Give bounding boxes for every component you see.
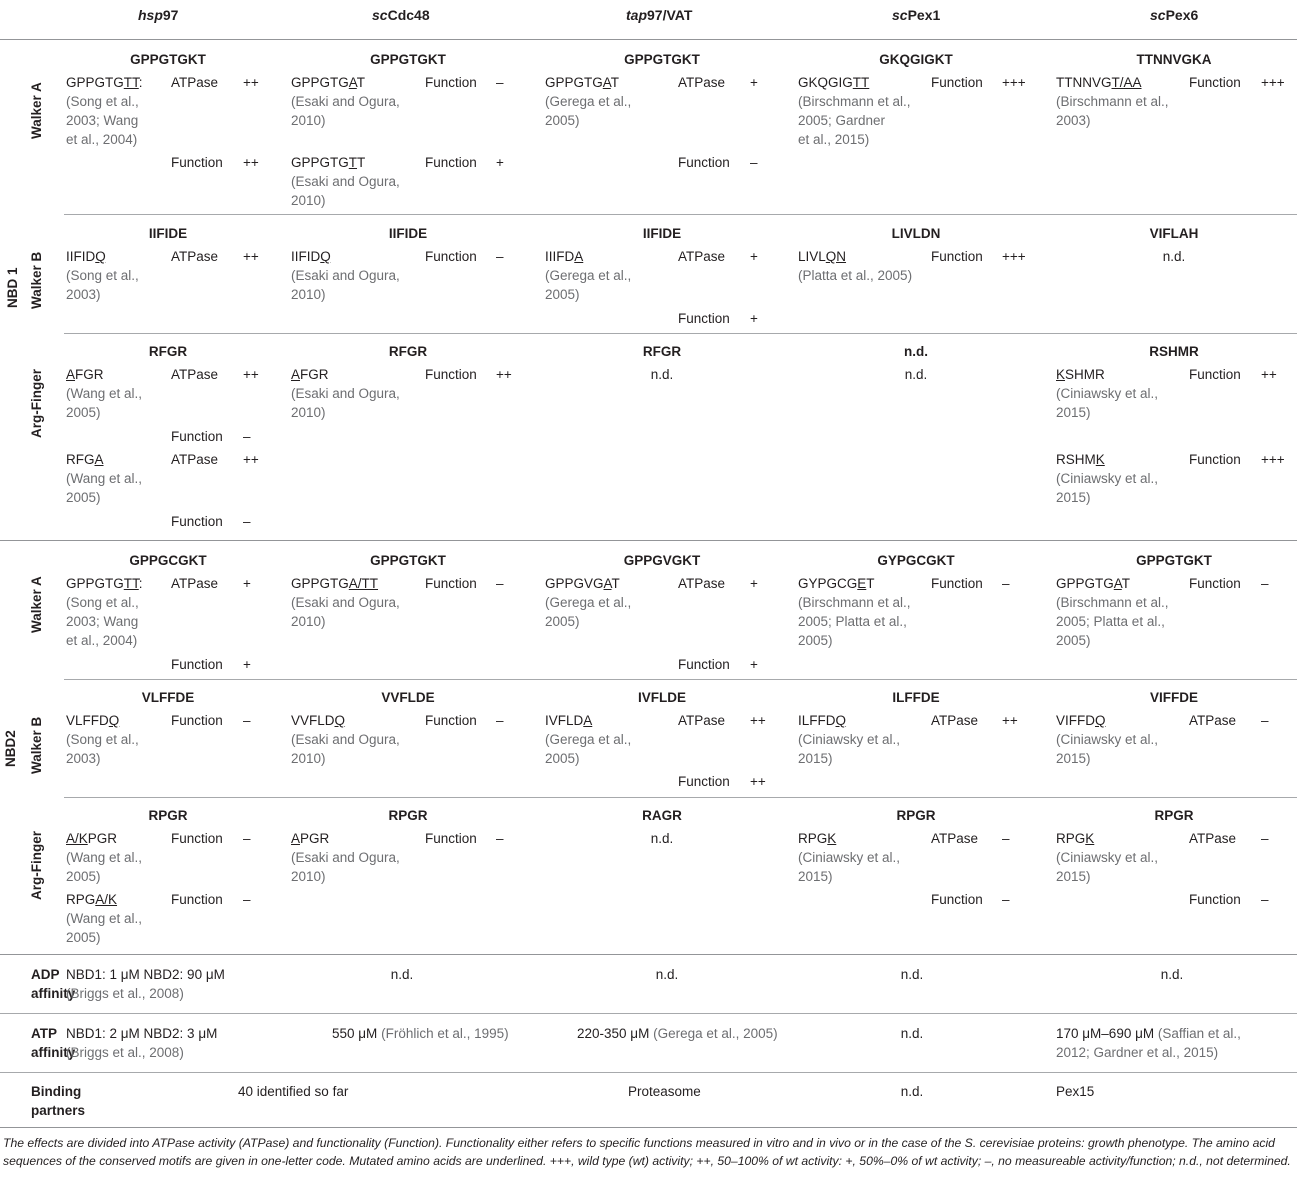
ref-line: (Song et al., [66,732,139,747]
label-n2-walker-b: Walker B [29,716,44,774]
effect-score: + [750,657,758,672]
effect-score: – [1002,576,1010,591]
effect-score: – [243,892,251,907]
mutant-n2wa-tap: GPPGVGAT [545,576,620,591]
effect-type: Function [171,713,223,728]
motif-n2wb-tap: IVFLDE [637,690,686,705]
motif-n1af-pex1: n.d. [904,344,928,359]
label-n1-arg-finger: Arg-Finger [29,369,44,438]
effect-score: +++ [1261,75,1285,90]
effect-score: ++ [750,774,766,789]
ref-line: 2005; Gardner [798,113,886,128]
ref-line: (Gerega et al., [545,595,632,610]
ref-line: (Wang et al., [66,471,143,486]
header-scpex6: scPex6 [1150,7,1199,23]
effect-type: ATPase [678,249,726,264]
effect-type: Function [1189,452,1241,467]
mutant-n2wa-hsp: GPPGTGTT: [66,576,143,591]
motif-n1wb-cdc: IIFIDE [388,226,428,241]
motif-n2af-tap: RAGR [642,808,682,823]
effect-type: Function [425,249,477,264]
motif-n2wb-pex1: ILFFDE [892,690,940,705]
motif-n2wb-hsp: VLFFDE [141,690,195,705]
ref-line: (Esaki and Ogura, [291,850,400,865]
ref-line: (Platta et al., 2005) [798,268,913,283]
motif-n2wb-cdc: VVFLDE [381,690,435,705]
atp-pex6-value: 170 μM–690 μM (Saffian et al., [1056,1026,1241,1041]
motif-n2wa-cdc: GPPGTGKT [370,553,446,568]
mutant-n1af-pex6: KSHMR [1056,367,1105,382]
header-hsp97: hsp97 [138,7,179,23]
mutant-n2wa-pex1: GYPGCGET [798,576,875,591]
motif-n1af-cdc: RFGR [388,344,428,359]
ref-line: (Song et al., [66,94,139,109]
ref-line: (Esaki and Ogura, [291,268,400,283]
effect-type: ATPase [171,249,219,264]
ref-line: 2005) [66,490,101,505]
mutant-n1af-cdc: AFGR [291,367,329,382]
label-n2-walker-a: Walker A [29,576,44,633]
effect-score: +++ [1002,75,1026,90]
effect-score: – [243,831,251,846]
effect-type: Function [1189,75,1241,90]
effect-type: ATPase [1189,831,1237,846]
ref-line: (Birschmann et al., [798,595,911,610]
ref-line: 2005) [545,113,580,128]
ref-line: et al., 2015) [798,132,870,147]
effect-type: Function [931,249,983,264]
rule-adp [0,1013,1297,1014]
nd-adp-pex6: n.d. [1160,967,1184,982]
ref-line: (Wang et al., [66,386,143,401]
mutant-n1wa-tap: GPPGTGAT [545,75,620,90]
ref-line: 2005; Platta et al., [798,614,907,629]
header-scpex1: scPex1 [892,7,941,23]
ref-line: (Wang et al., [66,911,143,926]
ref-line: (Esaki and Ogura, [291,386,400,401]
effect-score: ++ [1002,713,1018,728]
effect-type: ATPase [678,75,726,90]
rule-n2-wa [64,679,1297,680]
ref-line: (Briggs et al., 2008) [66,1045,184,1060]
ref-line: 2010) [291,287,326,302]
motif-n2wa-hsp: GPPGCGKT [129,553,207,568]
rule-binding [0,1127,1297,1128]
effect-score: – [496,713,504,728]
adp-hsp-value: NBD1: 1 μM NBD2: 90 μM [66,967,225,982]
effect-score: – [1002,892,1010,907]
rule-n2-wb [64,797,1297,798]
effect-type: Function [425,155,477,170]
mutant-n1wb-cdc: IIFIDQ [291,249,331,264]
effect-type: Function [171,514,223,529]
nd-n1af-pex1: n.d. [904,367,928,382]
mutant-n2af-hsp-2: RPGA/K [66,892,118,907]
effect-score: +++ [1261,452,1285,467]
motif-n2wb-pex6: VIFFDE [1149,690,1198,705]
effect-type: Function [1189,576,1241,591]
mutant-n1wa-cdc-2: GPPGTGTT [291,155,366,170]
binding-tap: Proteasome [628,1084,701,1099]
ref-line: 2005; Platta et al., [1056,614,1165,629]
label-adp-affinity: ADP affinity [31,967,76,1001]
ref-line: (Song et al., [66,268,139,283]
effect-type: ATPase [171,75,219,90]
ref-line: (Birschmann et al., [798,94,911,109]
ref-line: 2003; Wang [66,113,139,128]
mutant-n2af-cdc: APGR [291,831,330,846]
rule-nbd1 [0,540,1297,541]
header-tap97: tap97/VAT [626,7,693,23]
binding-hsp-cdc: 40 identified so far [238,1084,349,1099]
effect-score: + [496,155,504,170]
nd-adp-cdc: n.d. [390,967,414,982]
effect-type: Function [931,75,983,90]
motif-n1wa-cdc: GPPGTGKT [370,52,446,67]
rule-atp [0,1072,1297,1073]
ref-line: (Ciniawsky et al., [1056,850,1159,865]
effect-score: ++ [496,367,512,382]
motif-n1wa-tap: GPPGTGKT [624,52,700,67]
mutant-n2wb-hsp: VLFFDQ [66,713,120,728]
motif-n1af-tap: RFGR [642,344,682,359]
effect-score: ++ [243,155,259,170]
motif-n1wb-hsp: IIFIDE [148,226,188,241]
ref-line: 2010) [291,193,326,208]
nd-n1af-tap: n.d. [650,367,674,382]
effect-type: Function [425,576,477,591]
effect-type: Function [171,155,223,170]
effect-type: Function [425,713,477,728]
mutant-n2wb-tap: IVFLDA [545,713,593,728]
mutant-n1wa-cdc: GPPGTGAT [291,75,366,90]
motif-n1wb-tap: IIFIDE [642,226,682,241]
atp-cdc-value: 550 μM (Fröhlich et al., 1995) [332,1026,509,1041]
motif-n2af-pex1: RPGR [896,808,936,823]
effect-type: Function [1189,367,1241,382]
mutant-n2wa-pex6: GPPGTGAT [1056,576,1131,591]
effect-score: ++ [750,713,766,728]
ref-line: 2005) [1056,633,1091,648]
effect-score: ++ [243,452,259,467]
nd-adp-tap: n.d. [655,967,679,982]
mutant-n1wa-pex6: TTNNVGT/AA [1056,75,1142,90]
ref-line: 2015) [798,869,833,884]
effect-score: + [243,657,251,672]
effect-type: Function [171,892,223,907]
effect-score: + [750,576,758,591]
ref-line: (Esaki and Ogura, [291,174,400,189]
binding-pex6: Pex15 [1056,1084,1095,1099]
label-n1-walker-b: Walker B [29,251,44,309]
label-binding-partners: Binding partners [31,1084,86,1118]
effect-score: – [750,155,758,170]
ref-line: 2003) [1056,113,1091,128]
rule-n1-wa [64,214,1297,215]
effect-type: ATPase [931,831,979,846]
motif-n1wb-pex6: VIFLAH [1149,226,1199,241]
nd-atp-pex1: n.d. [900,1026,924,1041]
mutant-n1af-hsp: AFGR [66,367,104,382]
rule-nbd2 [0,954,1297,955]
ref-line: 2015) [1056,490,1091,505]
label-n1-walker-a: Walker A [29,82,44,139]
mutant-n1wb-pex1: LIVLQN [798,249,847,264]
effect-score: – [1002,831,1010,846]
effect-score: + [750,75,758,90]
effect-score: ++ [243,367,259,382]
effect-type: Function [678,155,730,170]
ref-line: (Gerega et al., [545,268,632,283]
ref-line: (Wang et al., [66,850,143,865]
motif-n2af-hsp: RPGR [148,808,188,823]
effect-score: +++ [1002,249,1026,264]
motif-n1wa-pex1: GKQGIGKT [879,52,953,67]
motif-n1af-hsp: RFGR [148,344,188,359]
ref-line: 2005) [66,405,101,420]
ref-line: 2005) [66,869,101,884]
ref-line: 2005) [545,751,580,766]
effect-score: – [243,713,251,728]
mutant-n1af-pex6-2: RSHMK [1056,452,1105,467]
effect-score: – [1261,576,1269,591]
label-atp-affinity: ATP affinity [31,1026,76,1060]
effect-score: – [243,429,251,444]
effect-type: ATPase [931,713,979,728]
effect-score: ++ [243,75,259,90]
mutant-n1wb-tap: IIIFDA [545,249,584,264]
effect-type: ATPase [678,713,726,728]
mutant-n2af-hsp: A/KPGR [66,831,118,846]
effect-score: – [496,576,504,591]
effect-type: Function [931,576,983,591]
label-n2-arg-finger: Arg-Finger [29,831,44,900]
ref-line: 2005) [545,614,580,629]
effect-score: – [1261,892,1269,907]
motif-n2wa-pex6: GPPGTGKT [1136,553,1212,568]
nd-n1wb-pex6: n.d. [1162,249,1186,264]
mutant-n1wa-pex1: GKQGIGTT [798,75,870,90]
effect-type: ATPase [1189,713,1237,728]
motif-n2af-cdc: RPGR [388,808,428,823]
effect-type: Function [678,657,730,672]
effect-type: Function [425,831,477,846]
ref-line: 2010) [291,405,326,420]
effect-score: – [496,831,504,846]
binding-pex1: n.d. [900,1084,924,1099]
effect-score: – [1261,713,1269,728]
ref-line: 2003) [66,287,101,302]
ref-line: 2012; Gardner et al., 2015) [1056,1045,1219,1060]
atp-hsp-value: NBD1: 2 μM NBD2: 3 μM [66,1026,218,1041]
ref-line: (Ciniawsky et al., [798,732,901,747]
effect-type: ATPase [171,452,219,467]
mutant-n2wa-cdc: GPPGTGA/TT [291,576,379,591]
effect-score: ++ [1261,367,1277,382]
ref-line: (Briggs et al., 2008) [66,986,184,1001]
ref-line: 2010) [291,113,326,128]
ref-line: (Esaki and Ogura, [291,94,400,109]
effect-score: – [496,75,504,90]
ref-line: (Esaki and Ogura, [291,595,400,610]
effect-score: ++ [243,249,259,264]
ref-line: 2003) [66,751,101,766]
effect-type: Function [171,429,223,444]
table-caption: The effects are divided into ATPase activity (ATPase) and functionality (Function). Functionality either refers to specific functions measured in vitro and in vivo or in the case of the S. cerevisiae proteins: growth phenotype. The amino acid sequences of the conserved motifs are given in one-letter code. Mutated amino acids are underlined. +++, wild type (wt) activity; ++, 50–100% of wt activity: +, 50%–0% of wt activity; –, no measureable activity/function; n.d., not determined. [3,1136,1291,1168]
effect-type: Function [171,831,223,846]
ref-line: (Gerega et al., [545,94,632,109]
effect-score: – [243,514,251,529]
motif-n1af-pex6: RSHMR [1149,344,1199,359]
effect-score: – [496,249,504,264]
effect-type: Function [931,892,983,907]
effect-type: Function [678,774,730,789]
mutant-n2wb-pex6: VIFFDQ [1056,713,1106,728]
ref-line: (Song et al., [66,595,139,610]
rule-n1-wb [64,333,1297,334]
ref-line: (Birschmann et al., [1056,94,1169,109]
nd-n2af-tap: n.d. [650,831,674,846]
ref-line: et al., 2004) [66,132,138,147]
effect-score: – [1261,831,1269,846]
motif-n1wb-pex1: LIVLDN [891,226,941,241]
effect-type: Function [678,311,730,326]
label-nbd1: NBD 1 [5,267,20,308]
effect-type: ATPase [678,576,726,591]
mutant-n2af-pex1: RPGK [798,831,837,846]
ref-line: (Birschmann et al., [1056,595,1169,610]
effect-type: Function [1189,892,1241,907]
effect-type: Function [171,657,223,672]
effect-type: Function [425,367,477,382]
ref-line: (Ciniawsky et al., [1056,471,1159,486]
effect-type: ATPase [171,367,219,382]
ref-line: 2005) [545,287,580,302]
effect-type: Function [425,75,477,90]
ref-line: et al., 2004) [66,633,138,648]
ref-line: (Gerega et al., [545,732,632,747]
motif-n2wa-pex1: GYPGCGKT [877,553,955,568]
effect-score: + [750,249,758,264]
ref-line: 2015) [1056,405,1091,420]
ref-line: (Esaki and Ogura, [291,732,400,747]
motif-n2wa-tap: GPPGVGKT [623,553,701,568]
label-nbd2: NBD2 [3,730,18,767]
ref-line: 2003; Wang [66,614,139,629]
ref-line: 2005) [66,930,101,945]
ref-line: (Ciniawsky et al., [1056,732,1159,747]
header-sccdc48: scCdc48 [372,7,430,23]
ref-line: (Ciniawsky et al., [1056,386,1159,401]
ref-line: 2015) [798,751,833,766]
mutant-n1wb-hsp: IIFIDQ [66,249,106,264]
motif-n1wa-hsp: GPPGTGKT [130,52,206,67]
ref-line: 2015) [1056,869,1091,884]
mutant-n2wb-pex1: ILFFDQ [798,713,847,728]
ref-line: 2010) [291,751,326,766]
mutant-n1af-hsp-2: RFGA [66,452,104,467]
effect-type: ATPase [171,576,219,591]
ref-line: 2010) [291,614,326,629]
ref-line: 2005) [798,633,833,648]
rule-header [0,39,1297,40]
motif-n1wa-pex6: TTNNVGKA [1136,52,1212,67]
ref-line: 2015) [1056,751,1091,766]
ref-line: (Ciniawsky et al., [798,850,901,865]
ref-line: 2010) [291,869,326,884]
motif-n2af-pex6: RPGR [1154,808,1194,823]
effect-score: + [243,576,251,591]
mutant-n2af-pex6: RPGK [1056,831,1095,846]
mutant-n2wb-cdc: VVFLDQ [291,713,346,728]
mutant-n1wa-hsp: GPPGTGTT: [66,75,143,90]
nd-adp-pex1: n.d. [900,967,924,982]
effect-score: + [750,311,758,326]
atp-tap-value: 220-350 μM (Gerega et al., 2005) [577,1026,778,1041]
